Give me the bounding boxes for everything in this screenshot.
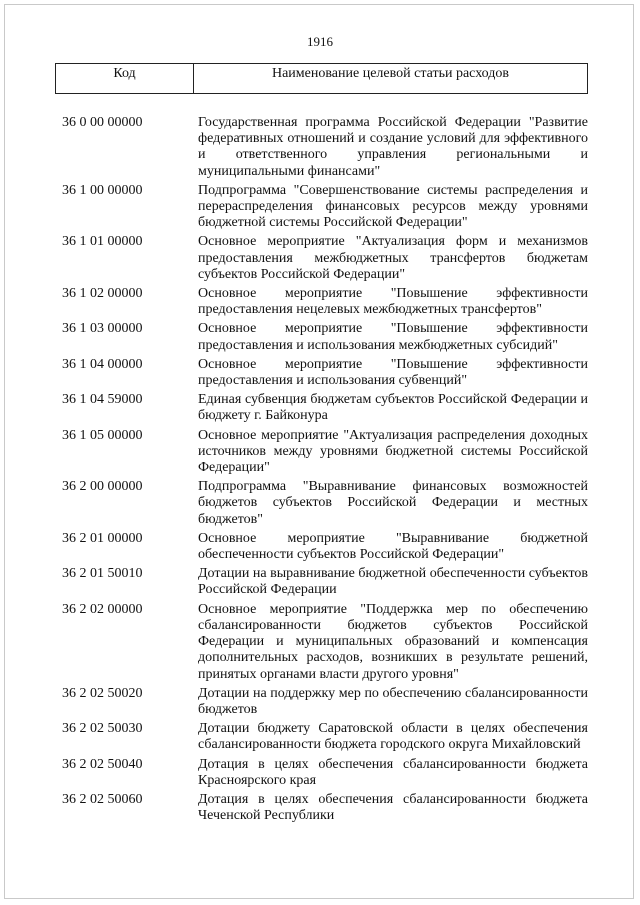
table-row: [62, 183, 588, 232]
row-code: 36 1 04 59000: [62, 392, 143, 408]
row-code: 36 1 03 00000: [62, 321, 143, 337]
row-code: 36 2 02 50030: [62, 721, 143, 737]
page-number: 1916: [307, 34, 333, 49]
row-code: 36 2 02 50020: [62, 685, 143, 701]
row-name: Дотация в целях обеспечения сбалансированности бюджета Чеченской Республики: [198, 791, 588, 824]
row-name: Основное мероприятие "Актуализация форм и механизмов предоставления межбюджетных трансфертов бюджетам субъектов Российской Федерации": [198, 234, 588, 282]
row-code: 36 1 01 00000: [62, 234, 143, 250]
table-row: [62, 602, 588, 683]
row-code: 36 2 02 50060: [62, 791, 143, 807]
row-code: 36 1 05 00000: [62, 427, 143, 443]
table-row: [62, 234, 588, 283]
row-code: 36 2 00 00000: [62, 479, 143, 495]
row-name: Основное мероприятие "Повышение эффективности предоставления и использования межбюджетных субсидий": [198, 321, 588, 353]
table-row: [62, 757, 588, 789]
table-row: [62, 428, 588, 477]
row-code: 36 1 04 00000: [62, 356, 143, 372]
row-name: Дотации на выравнивание бюджетной обеспеченности субъектов Российской Федерации: [198, 566, 588, 598]
table-body: [62, 115, 588, 827]
row-name: Основное мероприятие "Актуализация распределения доходных источников между уровнями бюджетной системы Российской Федерации": [198, 427, 588, 476]
row-name: Основное мероприятие "Повышение эффективности предоставления нецелевых межбюджетных трансфертов": [198, 286, 588, 318]
table-row: [62, 566, 588, 598]
row-name: Дотации на поддержку мер по обеспечению сбалансированности бюджетов: [198, 685, 588, 717]
row-name: Дотация в целях обеспечения сбалансированности бюджета Красноярского края: [198, 756, 588, 788]
table-row: [62, 479, 588, 528]
row-name: Основное мероприятие "Выравнивание бюджетной обеспеченности субъектов Российской Федерации": [198, 530, 588, 563]
table-row: [62, 686, 588, 718]
table-row: [62, 357, 588, 389]
row-code: 36 0 00 00000: [62, 115, 143, 130]
table-row: [62, 286, 588, 318]
table-row: [62, 721, 588, 753]
header-name: Наименование целевой статьи расходов: [271, 66, 510, 81]
row-name: Основное мероприятие "Повышение эффективности предоставления и использования субвенций": [198, 356, 588, 389]
row-code: 36 1 00 00000: [62, 182, 143, 198]
row-code: 36 2 01 50010: [62, 566, 143, 582]
row-name: Дотации бюджету Саратовской области в целях обеспечения сбалансированности бюджета городского округа Михайловский: [198, 721, 588, 753]
row-name: Единая субвенция бюджетам субъектов Российской Федерации и бюджету г. Байконура: [198, 392, 588, 424]
row-code: 36 2 02 50040: [62, 756, 143, 772]
table-row: [62, 531, 588, 563]
table-row: [62, 792, 588, 824]
table-row: [62, 115, 588, 180]
header-code: Код: [56, 64, 194, 93]
table-row: [62, 392, 588, 424]
row-name: Подпрограмма "Выравнивание финансовых возможностей бюджетов субъектов Российской Федерации и местных бюджетов": [198, 479, 588, 527]
table-header: [55, 63, 588, 94]
row-name: Основное мероприятие "Поддержка мер по обеспечению сбалансированности бюджетов субъектов Российской Федерации и муниципальных образований и компенсация дополнительных расходов, возникших в результате решений, принятых органами власти другого уровня": [198, 601, 588, 682]
table-row: [62, 321, 588, 353]
row-code: 36 1 02 00000: [62, 286, 143, 302]
row-code: 36 2 01 00000: [62, 530, 143, 546]
row-name: Государственная программа Российской Федерации "Развитие федеративных отношений и создание условий для эффективного и ответственного управления региональными и муниципальными финансами": [198, 115, 588, 179]
row-code: 36 2 02 00000: [62, 601, 143, 617]
row-name: Подпрограмма "Совершенствование системы распределения и перераспределения финансовых ресурсов между уровнями бюджетной системы Российской Федерации": [198, 182, 588, 231]
